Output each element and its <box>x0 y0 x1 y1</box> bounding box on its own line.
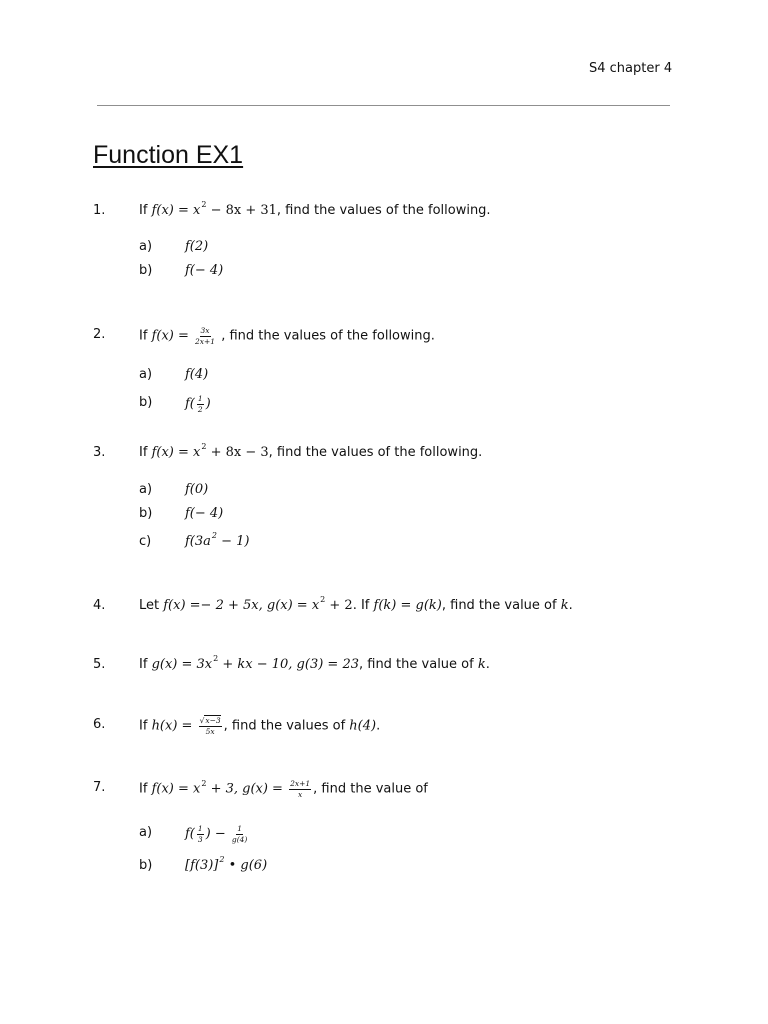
part-expression <box>185 394 211 414</box>
question-stem <box>139 716 380 736</box>
stem-target: h(4) <box>349 718 377 734</box>
stem-suffix: , find the values of <box>223 718 350 734</box>
stem-exponent: 2 <box>201 778 207 788</box>
part-label: a) <box>139 239 153 254</box>
expr-pre: f(3a <box>185 534 211 549</box>
fraction-numerator: 1 <box>197 824 203 833</box>
question-number: 1. <box>93 203 106 218</box>
fraction-denominator: g(4) <box>231 835 248 844</box>
stem-suffix: , find the values of the following. <box>221 328 435 344</box>
question-stem <box>139 326 435 346</box>
stem-suffix: , find the values of the following. <box>276 203 491 218</box>
question-stem <box>139 597 573 616</box>
part-label: b) <box>139 395 153 410</box>
question-number: 6. <box>93 717 106 732</box>
stem-math-rest: + 2. <box>325 598 357 613</box>
expr-func: f( <box>185 396 195 412</box>
part-label: a) <box>139 825 153 840</box>
stem-variable: k <box>560 598 569 613</box>
stem-prefix: If <box>139 657 148 672</box>
page-title: Function EX1 <box>93 141 244 169</box>
part-expression <box>185 533 250 552</box>
part-expression: f(2) <box>185 239 209 254</box>
expr-close: ) <box>205 396 211 412</box>
stem-math: h(x) = <box>151 718 193 734</box>
expr-fraction <box>197 824 204 844</box>
question-number: 7. <box>93 780 106 795</box>
part-label: a) <box>139 367 153 382</box>
stem-exponent: 2 <box>201 200 207 209</box>
part-label: b) <box>139 263 153 278</box>
stem-suffix: , find the value of <box>358 657 478 672</box>
part-expression <box>185 824 249 844</box>
part-label: c) <box>139 534 152 549</box>
stem-prefix: If <box>139 781 148 797</box>
expr-mid: ) − <box>205 826 226 842</box>
stem-fraction <box>289 779 311 799</box>
question-stem <box>139 202 491 221</box>
stem-fraction <box>199 716 222 736</box>
part-label: a) <box>139 482 153 497</box>
stem-fraction <box>195 326 215 346</box>
question-stem <box>139 656 490 675</box>
expr-post: • g(6) <box>224 858 268 873</box>
fraction-numerator: √x−3 <box>199 716 221 725</box>
part-expression: f(− 4) <box>185 506 224 521</box>
fraction-denominator: 2x+1 <box>195 337 216 346</box>
part-expression: f(0) <box>185 482 209 497</box>
fraction-denominator: 5x <box>205 727 215 736</box>
sqrt-radicand: x−3 <box>205 716 221 725</box>
stem-end: . <box>485 657 490 672</box>
stem-variable: k <box>477 657 486 672</box>
question-number: 3. <box>93 445 106 460</box>
question-number: 2. <box>93 327 106 342</box>
expr-exponent: 2 <box>211 531 217 540</box>
stem-math-rest: − 8x + 31 <box>206 203 277 218</box>
expr-post: − 1) <box>217 534 250 549</box>
expr-func: f( <box>185 826 195 842</box>
fraction-numerator: 1 <box>197 394 203 403</box>
part-label: b) <box>139 858 153 873</box>
stem-suffix: , find the value of <box>441 598 561 613</box>
stem-exponent: 2 <box>201 442 207 451</box>
stem-math: f(x) =− 2 + 5x, g(x) = x <box>163 598 320 613</box>
stem-math-rest: + kx − 10, g(3) = 23 <box>218 657 359 672</box>
fraction-numerator: 3x <box>200 326 210 335</box>
stem-math-rest: + 8x − 3 <box>206 445 269 460</box>
part-expression <box>185 857 267 876</box>
stem-end: . <box>376 718 381 734</box>
question-number: 5. <box>93 657 106 672</box>
stem-math-rest: + 3, g(x) = <box>206 781 283 797</box>
expr-exponent: 2 <box>219 855 225 864</box>
stem-prefix: If <box>139 718 148 734</box>
stem-prefix: If <box>139 328 148 344</box>
stem-condition: f(k) = g(k) <box>373 598 442 613</box>
fraction-numerator: 1 <box>237 824 243 833</box>
part-label: b) <box>139 506 153 521</box>
fraction-denominator: 3 <box>197 835 203 844</box>
stem-math: f(x) = <box>151 328 189 344</box>
stem-prefix: If <box>139 203 148 218</box>
fraction-denominator: x <box>298 790 303 799</box>
stem-math: f(x) = x <box>151 781 201 797</box>
stem-suffix: , find the values of the following. <box>268 445 483 460</box>
stem-exponent: 2 <box>320 595 326 604</box>
stem-prefix: Let <box>139 598 160 613</box>
expr-fraction <box>197 394 204 414</box>
header-divider <box>97 105 670 106</box>
fraction-numerator: 2x+1 <box>290 779 311 788</box>
stem-math: g(x) = 3x <box>151 657 213 672</box>
chapter-label: S4 chapter 4 <box>589 61 673 76</box>
stem-prefix: If <box>139 445 148 460</box>
question-stem <box>139 779 428 800</box>
stem-math: f(x) = x <box>151 203 201 218</box>
question-stem <box>139 444 482 463</box>
expr-fraction-2 <box>232 824 247 844</box>
stem-end: . <box>568 598 573 613</box>
part-expression: f(− 4) <box>185 263 224 278</box>
stem-mid: If <box>356 598 374 613</box>
expr-pre: [f(3)] <box>185 858 219 873</box>
fraction-denominator: 2 <box>197 405 203 414</box>
question-number: 4. <box>93 598 106 613</box>
stem-suffix: , find the value of <box>313 781 428 797</box>
part-expression: f(4) <box>185 367 209 382</box>
stem-exponent: 2 <box>213 654 219 663</box>
stem-math: f(x) = x <box>151 445 201 460</box>
